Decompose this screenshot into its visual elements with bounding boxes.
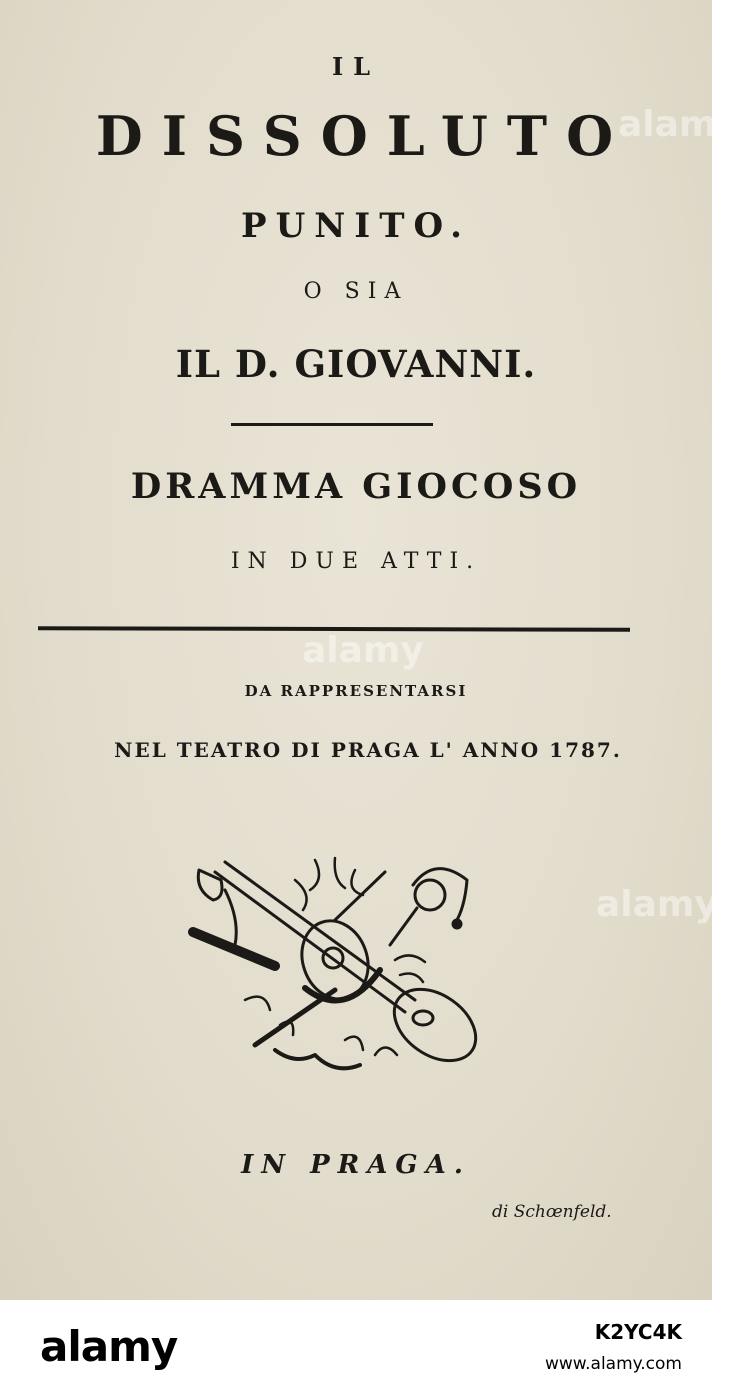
publisher-signature: di Schœnfeld. bbox=[492, 1202, 612, 1222]
performance-line-rappresentarsi: DA RAPPRESENTARSI bbox=[244, 682, 468, 700]
performance-line-teatro: NEL TEATRO DI PRAGA L' ANNO 1787. bbox=[114, 738, 622, 762]
brand-logo: alamy bbox=[40, 1322, 178, 1371]
watermark: alamy bbox=[618, 104, 740, 145]
watermark: alamy bbox=[302, 630, 424, 671]
title-line-dissoluto: DISSOLUTO bbox=[95, 104, 633, 168]
title-line-o-sia: O SIA bbox=[303, 279, 409, 304]
watermark: alamy bbox=[596, 884, 718, 925]
imprint-in-praga: IN PRAGA. bbox=[241, 1150, 471, 1180]
musical-instruments-ornament-icon bbox=[185, 850, 485, 1090]
title-line-giovanni: IL D. GIOVANNI. bbox=[175, 342, 537, 386]
subtitle-dramma-giocoso: DRAMMA GIOCOSO bbox=[130, 466, 582, 507]
title-line-punito: PUNITO. bbox=[241, 206, 471, 246]
short-divider-rule bbox=[231, 423, 433, 426]
stock-footer-bar bbox=[0, 1300, 712, 1390]
site-url: www.alamy.com bbox=[544, 1354, 682, 1374]
subtitle-due-atti: IN DUE ATTI. bbox=[230, 549, 482, 574]
image-id: K2YC4K bbox=[594, 1320, 682, 1344]
title-line-il: IL bbox=[331, 52, 381, 81]
